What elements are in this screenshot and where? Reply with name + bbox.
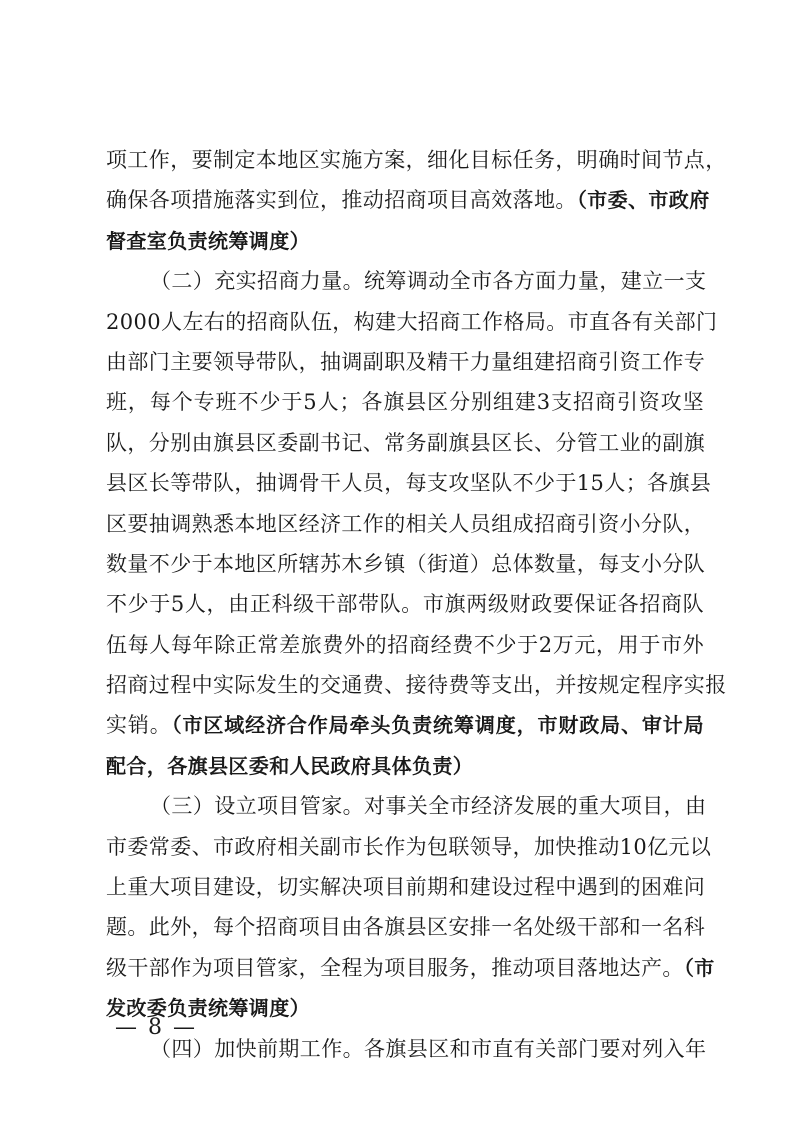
- text-line-7: 班，每个专班不少于5人；各旗县区分别组建3支招商引资攻坚: [106, 390, 704, 415]
- text-line-2: [106, 180, 710, 220]
- text-line-15-body: 实销。: [106, 713, 172, 738]
- responsibility-note-2-start: （市区域经济合作局牵头负责统筹调度，市财政局、审计局: [171, 713, 704, 738]
- text-line-19: 上重大项目建设，切实解决项目前期和建设过程中遇到的困难问: [106, 875, 706, 900]
- page-number: — 8 —: [115, 1015, 197, 1040]
- text-line-8: 队，分别由旗县区委副书记、常务副旗县区长、分管工业的副旗: [106, 430, 706, 455]
- text-line-15: [106, 705, 704, 745]
- document-body: [106, 140, 727, 1069]
- section-2-heading-line: （二）充实招商力量。统筹调动全市各方面力量，建立一支: [150, 269, 707, 294]
- responsibility-note-2-end: 配合，各旗县区委和人民政府具体负责）: [106, 753, 474, 778]
- text-line-9: 县区长等带队，抽调骨干人员，每支攻坚队不少于15人；各旗县: [106, 471, 712, 496]
- text-line-6: 由部门主要领导带队，抽调副职及精干力量组建招商引资工作专: [106, 349, 706, 374]
- responsibility-note-3-end: 发改委负责统筹调度）: [106, 996, 310, 1021]
- section-4-heading-line: （四）加快前期工作。各旗县区和市直有关部门要对列入年: [150, 1036, 707, 1061]
- text-line-2-body: 确保各项措施落实到位，推动招商项目高效落地。: [106, 188, 577, 213]
- text-line-20: 题。此外，每个招商项目由各旗县区安排一名处级干部和一名科: [106, 915, 706, 940]
- responsibility-note-3-start: （市: [683, 955, 715, 980]
- text-line-12: 不少于5人，由正科级干部带队。市旗两级财政要保证各招商队: [106, 592, 704, 617]
- text-line-13: 伍每人每年除正常差旅费外的招商经费不少于2万元，用于市外: [106, 632, 704, 657]
- text-line-14: 招商过程中实际发生的交通费、接待费等支出，并按规定程序实报: [106, 673, 727, 698]
- text-line-1: 项工作，要制定本地区实施方案，细化目标任务，明确时间节点，: [106, 148, 727, 172]
- responsibility-note-1-start: （市委、市政府: [576, 188, 710, 213]
- text-line-18: 市委常委、市政府相关副市长作为包联领导，加快推动10亿元以: [106, 834, 712, 859]
- text-line-11: 数量不少于本地区所辖苏木乡镇（街道）总体数量，每支小分队: [106, 551, 706, 576]
- responsibility-note-1-end: 督查室负责统筹调度）: [106, 228, 310, 253]
- text-line-10: 区要抽调熟悉本地区经济工作的相关人员组成招商引资小分队，: [106, 511, 706, 536]
- section-3-heading-line: （三）设立项目管家。对事关全市经济发展的重大项目，由: [150, 794, 707, 819]
- text-line-5: 2000人左右的招商队伍，构建大招商工作格局。市直各有关部门: [106, 309, 718, 334]
- text-line-21-body: 级干部作为项目管家，全程为项目服务，推动项目落地达产。: [106, 955, 684, 980]
- text-line-21: [106, 948, 715, 988]
